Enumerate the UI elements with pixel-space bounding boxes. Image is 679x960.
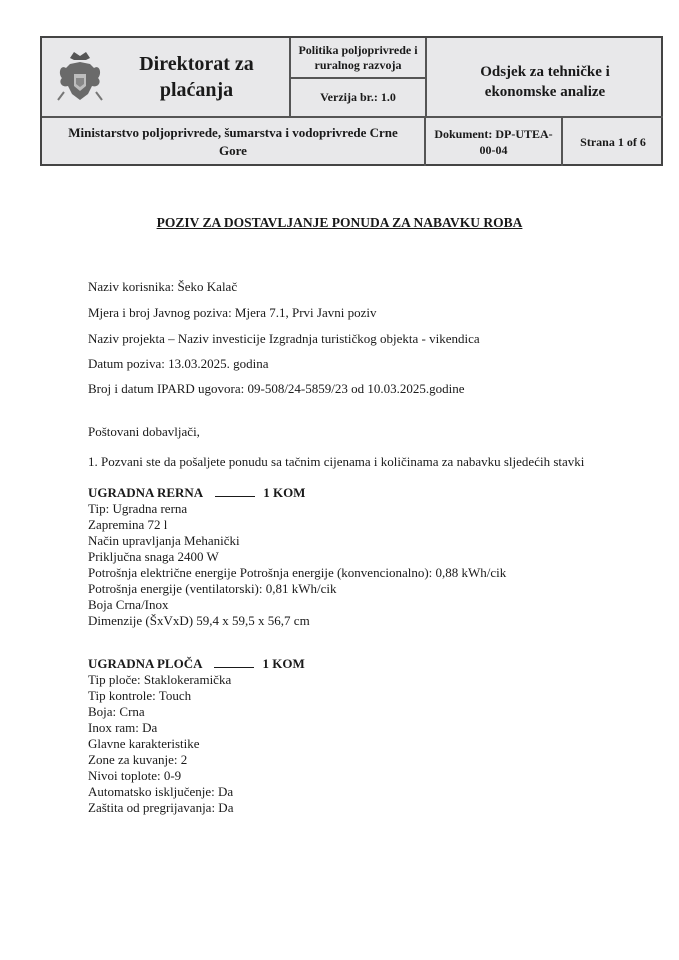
spec-line: Tip ploče: Staklokeramička: [88, 672, 232, 687]
greeting: Poštovani dobavljači,: [88, 424, 200, 439]
spec-line: Nivoi toplote: 0-9: [88, 768, 182, 783]
org-cell: [42, 38, 290, 117]
department-line2: ekonomske analize: [484, 84, 606, 100]
spec-line: Način upravljanja Mehanički: [88, 533, 240, 548]
policy-line2: ruralnog razvoja: [314, 57, 402, 72]
spec-line: Zaštita od pregrijavanja: Da: [88, 800, 234, 815]
instruction: 1. Pozvani ste da pošaljete ponudu sa tačnim cijenama i količinama za nabavku sljedećih stavki: [88, 454, 585, 469]
spec-line: Inox ram: Da: [88, 720, 158, 735]
item-heading: [88, 656, 305, 672]
policy-line1: Politika poljoprivrede i: [298, 42, 418, 57]
org-title-line1: Direktorat za: [139, 53, 254, 75]
coat-of-arms-icon: [56, 48, 104, 106]
spec-line: Potrošnja električne energije Potrošnja energije (konvencionalno): 0,88 kWh/cik: [88, 565, 507, 580]
spec-line: Boja: Crna: [88, 704, 145, 719]
item-block: [88, 485, 506, 629]
policy-cell: [290, 38, 426, 78]
ministry-line1: Ministarstvo poljoprivrede, šumarstva i vodoprivrede Crne: [68, 125, 398, 140]
version-cell: Verzija br.: 1.0: [290, 78, 426, 117]
contract-line: Broj i datum IPARD ugovora: 09-508/24-5859/23 od 10.03.2025.godine: [88, 381, 465, 396]
item-heading: [88, 485, 506, 501]
ministry-line2: Gore: [219, 143, 247, 158]
beneficiary-line: Naziv korisnika: Šeko Kalač: [88, 279, 238, 294]
document-id-cell: [425, 117, 562, 166]
item-name: UGRADNA RERNA: [88, 485, 204, 500]
department-line1: Odsjek za tehničke i: [480, 64, 610, 80]
spec-line: Boja Crna/Inox: [88, 597, 169, 612]
item-name: UGRADNA PLOČA: [88, 656, 203, 671]
org-title-line2: plaćanja: [159, 79, 234, 101]
spec-line: Zapremina 72 l: [88, 517, 168, 532]
item-block: [88, 656, 305, 816]
measure-line: Mjera i broj Javnog poziva: Mjera 7.1, Prvi Javni poziv: [88, 305, 377, 320]
spec-line: Dimenzije (ŠxVxD) 59,4 x 59,5 x 56,7 cm: [88, 613, 310, 628]
document-line1: Dokument: DP-UTEA-: [434, 127, 553, 141]
document-line2: 00-04: [479, 143, 508, 157]
document-header: [40, 36, 663, 166]
spec-line: Tip: Ugradna rerna: [88, 501, 188, 516]
item-qty: 1 KOM: [262, 656, 305, 671]
item-qty: 1 KOM: [263, 485, 306, 500]
spec-line: Zone za kuvanje: 2: [88, 752, 188, 767]
spec-line: Glavne karakteristike: [88, 736, 200, 751]
department-cell: [426, 38, 663, 117]
project-line: Naziv projekta – Naziv investicije Izgradnja turističkog objekta - vikendica: [88, 331, 480, 346]
document-title: POZIV ZA DOSTAVLJANJE PONUDA ZA NABAVKU ROBA: [156, 215, 523, 230]
quantity-blank: [215, 496, 255, 497]
date-line: Datum poziva: 13.03.2025. godina: [88, 356, 269, 371]
quantity-blank: [214, 667, 254, 668]
page-number-cell: Strana 1 of 6: [562, 117, 663, 166]
spec-line: Automatsko isključenje: Da: [88, 784, 234, 799]
spec-line: Potrošnja energije (ventilatorski): 0,81 kWh/cik: [88, 581, 337, 596]
spec-line: Tip kontrole: Touch: [88, 688, 192, 703]
spec-line: Priključna snaga 2400 W: [88, 549, 219, 564]
ministry-cell: [42, 117, 425, 166]
